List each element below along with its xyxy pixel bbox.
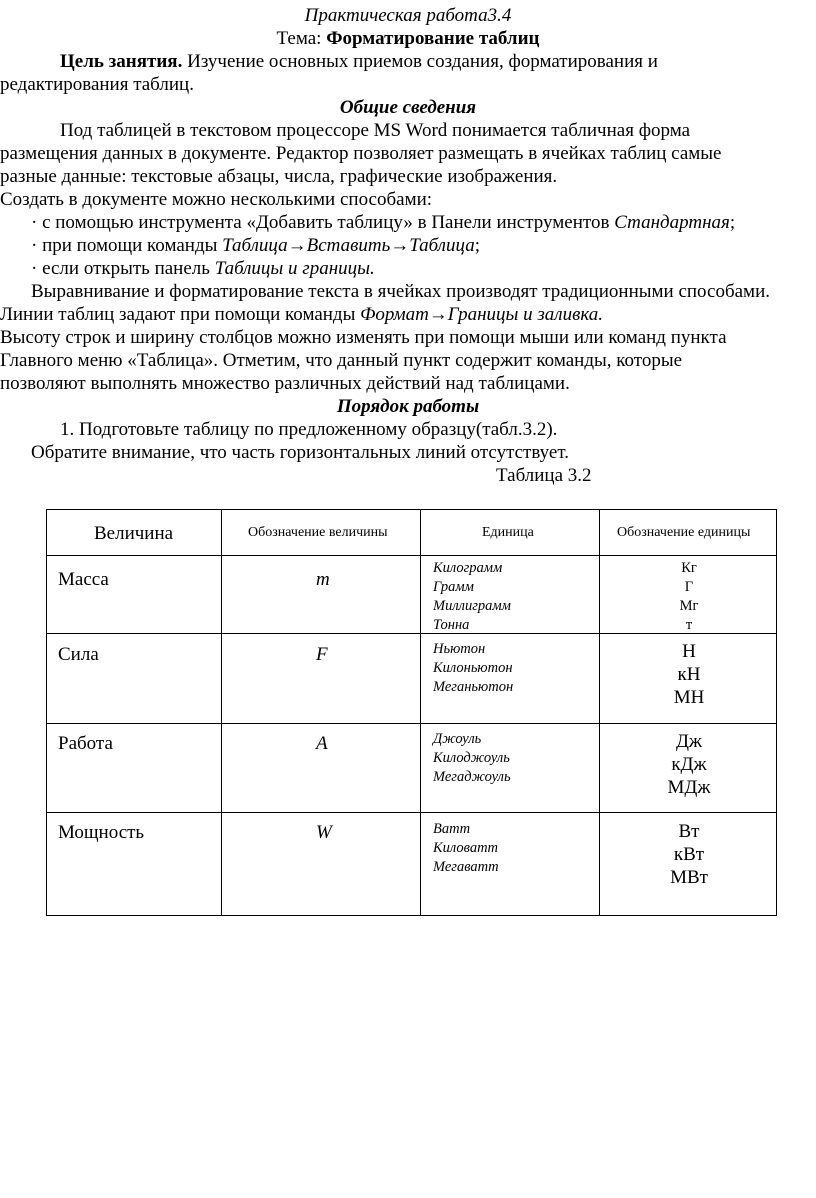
table-row-divider [47,723,776,724]
procedure-heading [0,395,816,418]
procedure-note: Обратите внимание, что часть горизонтальных линий отсутствует. [31,442,569,463]
paragraph-1-line-2: размещения данных в документе. Редактор позволяет размещать в ячейках таблиц самые [0,143,722,164]
step-1: 1. Подготовьте таблицу по предложенному образцу(табл.3.2). [60,419,558,440]
table-header-quantity-symbol: Обозначение величины [248,525,388,540]
table-row-divider [47,555,776,556]
goal-line-2: редактирования таблиц. [0,74,194,95]
goal-line [60,50,658,73]
table-header-unit: Единица [482,525,534,540]
table-cell-symbol: W [316,822,332,843]
table-cell-quantity: Масса [58,569,109,590]
table-cell-symbol: F [316,644,328,665]
topic-label: Тема: [276,28,327,49]
table-cell-quantity: Мощность [58,822,145,843]
table-cell-quantity: Работа [58,733,113,754]
table-cell-symbol: m [316,569,330,590]
table-cell-units: Джоуль Килоджоуль Мегаджоуль [433,731,511,785]
table-cell-units: Ватт Киловатт Мегаватт [433,821,499,875]
paragraph-1-line-1: Под таблицей в текстовом процессоре MS Word понимается табличная форма [60,120,691,141]
table-cell-units: Килограмм Грамм Миллиграмм Тонна [433,560,511,633]
paragraph-3-line-2: Линии таблиц задают при помощи команды Формат→Границы и заливка. [0,304,603,325]
table-cell-unit-symbols: Кг Г Мг т [679,560,699,633]
goal-label: Цель занятия. [60,51,183,72]
table-col-divider [221,510,222,915]
table-cell-units: Ньютон Килоньютон Меганьютон [433,641,514,695]
paragraph-1-line-3: разные данные: текстовые абзацы, числа, графические изображения. [0,166,558,187]
paragraph-3-line-1: Выравнивание и форматирование текста в ячейках производят традиционными способами. [31,281,770,302]
table-cell-symbol: A [316,733,328,754]
table-col-divider [420,510,421,915]
table-cell-unit-symbols: Вт кВт МВт [670,821,708,888]
bullet-1: · с помощью инструмента «Добавить таблицу» в Панели инструментов Стандартная; [31,212,736,233]
goal-text: Изучение основных приемов создания, форматирования и [182,51,658,72]
general-heading-text: Общие сведения [339,97,477,118]
paragraph-4-line-3: позволяют выполнять множество различных действий над таблицами. [0,373,570,394]
table-cell-unit-symbols: Н кН МН [673,641,705,708]
paragraph-4-line-2: Главного меню «Таблица». Отметим, что данный пункт содержит команды, которые [0,350,683,371]
table-cell-unit-symbols: Дж кДж МДж [667,731,711,798]
work-title [0,4,816,27]
paragraph-4-line-1: Высоту строк и ширину столбцов можно изменять при помощи мыши или команд пункта [0,327,727,348]
units-table [46,509,777,916]
bullet-2: · при помощи команды Таблица→Вставить→Таблица; [31,235,480,256]
procedure-heading-text: Порядок работы [336,396,480,417]
topic-line [0,27,816,50]
table-header-quantity: Величина [94,523,174,544]
table-caption: Таблица 3.2 [496,465,592,486]
work-title-text: Практическая работа3.4 [304,5,512,26]
bullet-3: · если открыть панель Таблицы и границы. [31,258,375,279]
table-cell-quantity: Сила [58,644,99,665]
table-row-divider [47,812,776,813]
table-header-unit-symbol: Обозначение единицы [617,525,751,540]
topic-value: Форматирование таблиц [326,28,540,49]
general-heading [0,96,816,119]
paragraph-2: Создать в документе можно несколькими способами: [0,189,433,210]
